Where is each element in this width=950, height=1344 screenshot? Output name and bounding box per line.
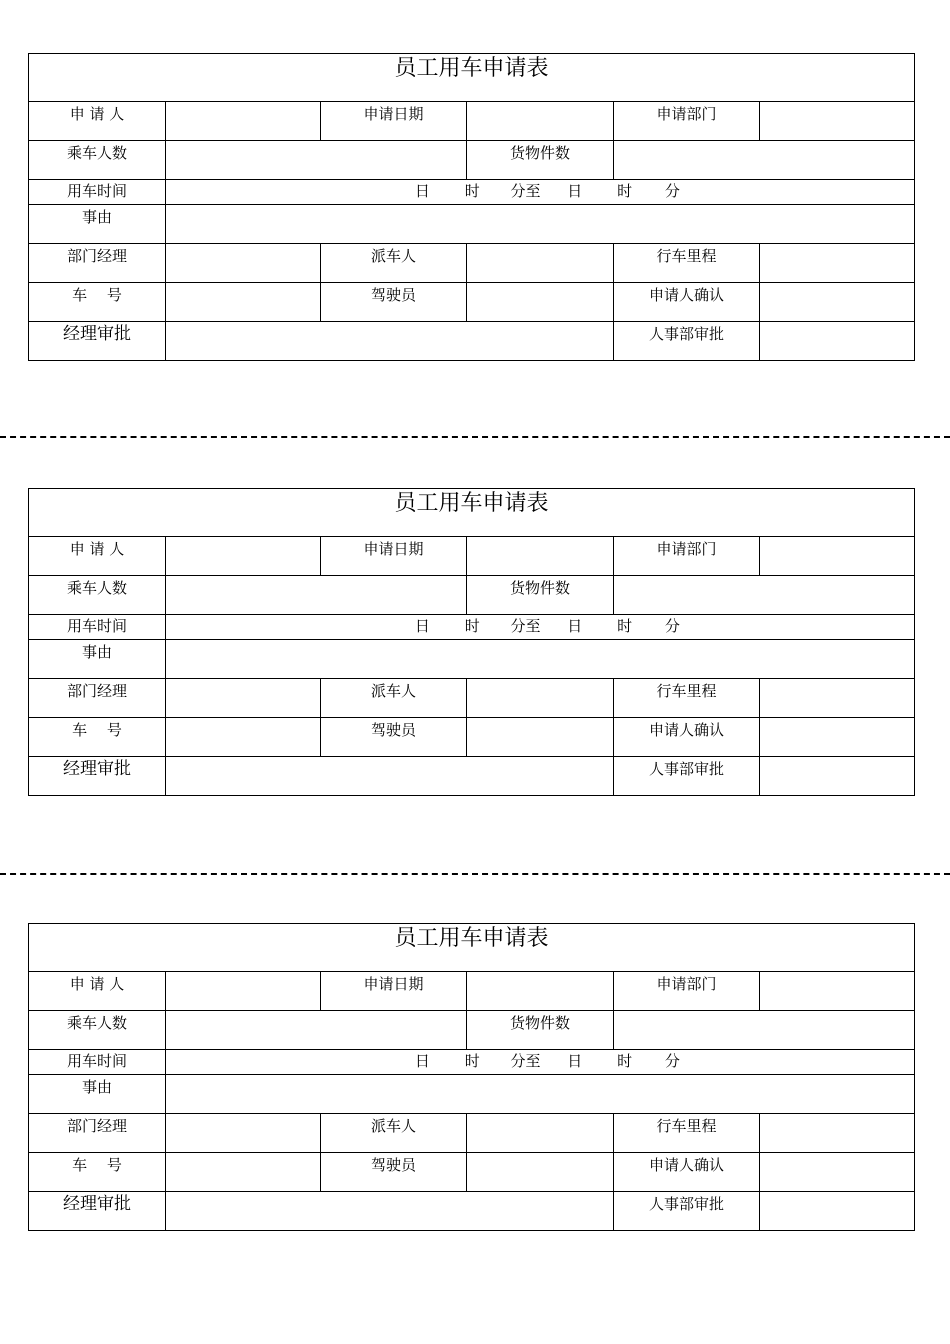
time-hour-end: 时 xyxy=(617,617,633,635)
reason-field[interactable] xyxy=(166,205,915,244)
applicant-field[interactable] xyxy=(166,537,321,576)
dept-manager-label: 部门经理 xyxy=(29,1114,166,1153)
time-day-end: 日 xyxy=(567,1052,583,1070)
passengers-label: 乘车人数 xyxy=(29,576,166,615)
hr-approval-label: 人事部审批 xyxy=(614,757,760,796)
applicant-label: 申 请 人 xyxy=(29,972,166,1011)
applicant-label: 申 请 人 xyxy=(29,102,166,141)
passengers-field[interactable] xyxy=(166,576,467,615)
time-minute-to: 分至 xyxy=(510,182,541,200)
time-hour: 时 xyxy=(464,1052,480,1070)
dept-manager-field[interactable] xyxy=(166,679,321,718)
dispatcher-field[interactable] xyxy=(467,1114,614,1153)
mileage-label: 行车里程 xyxy=(614,679,760,718)
time-minute-to: 分至 xyxy=(510,617,541,635)
dept-manager-field[interactable] xyxy=(166,244,321,283)
mileage-field[interactable] xyxy=(760,679,915,718)
applicant-field[interactable] xyxy=(166,102,321,141)
time-day: 日 xyxy=(414,182,430,200)
time-day-end: 日 xyxy=(567,617,583,635)
car-number-label: 车 号 xyxy=(29,1153,166,1192)
hr-approval-label: 人事部审批 xyxy=(614,1192,760,1231)
mileage-label: 行车里程 xyxy=(614,1114,760,1153)
time-day: 日 xyxy=(414,1052,430,1070)
vehicle-request-form-1 xyxy=(28,53,915,361)
applicant-label: 申 请 人 xyxy=(29,537,166,576)
cargo-count-label: 货物件数 xyxy=(467,1011,614,1050)
manager-approval-label: 经理审批 xyxy=(29,1192,166,1231)
hr-approval-field[interactable] xyxy=(760,757,915,796)
manager-approval-label: 经理审批 xyxy=(29,322,166,361)
time-minute-end: 分 xyxy=(664,1052,680,1070)
use-time-label: 用车时间 xyxy=(29,180,166,205)
dept-manager-label: 部门经理 xyxy=(29,679,166,718)
car-number-field[interactable] xyxy=(166,718,321,757)
time-hour: 时 xyxy=(464,182,480,200)
cut-line-2 xyxy=(0,873,950,875)
driver-label: 驾驶员 xyxy=(321,1153,467,1192)
time-hour-end: 时 xyxy=(617,182,633,200)
passengers-label: 乘车人数 xyxy=(29,141,166,180)
mileage-field[interactable] xyxy=(760,1114,915,1153)
apply-date-label: 申请日期 xyxy=(321,537,467,576)
applicant-field[interactable] xyxy=(166,972,321,1011)
dispatcher-label: 派车人 xyxy=(321,244,467,283)
applicant-confirm-field[interactable] xyxy=(760,718,915,757)
apply-date-field[interactable] xyxy=(467,102,614,141)
mileage-field[interactable] xyxy=(760,244,915,283)
passengers-field[interactable] xyxy=(166,1011,467,1050)
applicant-confirm-label: 申请人确认 xyxy=(614,283,760,322)
reason-label: 事由 xyxy=(29,640,166,679)
time-hour: 时 xyxy=(464,617,480,635)
dispatcher-label: 派车人 xyxy=(321,679,467,718)
use-time-label: 用车时间 xyxy=(29,1050,166,1075)
mileage-label: 行车里程 xyxy=(614,244,760,283)
time-minute-to: 分至 xyxy=(510,1052,541,1070)
car-number-field[interactable] xyxy=(166,1153,321,1192)
dispatcher-label: 派车人 xyxy=(321,1114,467,1153)
manager-approval-label: 经理审批 xyxy=(29,757,166,796)
driver-label: 驾驶员 xyxy=(321,283,467,322)
cargo-count-field[interactable] xyxy=(614,576,915,615)
reason-field[interactable] xyxy=(166,640,915,679)
driver-field[interactable] xyxy=(467,283,614,322)
use-time-field[interactable] xyxy=(166,1050,915,1075)
apply-dept-label: 申请部门 xyxy=(614,102,760,141)
apply-dept-label: 申请部门 xyxy=(614,972,760,1011)
form-title: 员工用车申请表 xyxy=(29,489,915,537)
applicant-confirm-field[interactable] xyxy=(760,1153,915,1192)
apply-dept-field[interactable] xyxy=(760,102,915,141)
apply-dept-field[interactable] xyxy=(760,972,915,1011)
use-time-field[interactable] xyxy=(166,180,915,205)
apply-dept-field[interactable] xyxy=(760,537,915,576)
time-hour-end: 时 xyxy=(617,1052,633,1070)
applicant-confirm-field[interactable] xyxy=(760,283,915,322)
dept-manager-label: 部门经理 xyxy=(29,244,166,283)
applicant-confirm-label: 申请人确认 xyxy=(614,718,760,757)
car-number-label: 车 号 xyxy=(29,718,166,757)
use-time-field[interactable] xyxy=(166,615,915,640)
apply-date-label: 申请日期 xyxy=(321,972,467,1011)
apply-date-label: 申请日期 xyxy=(321,102,467,141)
cargo-count-label: 货物件数 xyxy=(467,576,614,615)
reason-label: 事由 xyxy=(29,1075,166,1114)
manager-approval-field[interactable] xyxy=(166,1192,614,1231)
time-day: 日 xyxy=(414,617,430,635)
cargo-count-field[interactable] xyxy=(614,141,915,180)
time-minute-end: 分 xyxy=(664,617,680,635)
driver-field[interactable] xyxy=(467,1153,614,1192)
apply-dept-label: 申请部门 xyxy=(614,537,760,576)
hr-approval-label: 人事部审批 xyxy=(614,322,760,361)
passengers-field[interactable] xyxy=(166,141,467,180)
time-minute-end: 分 xyxy=(664,182,680,200)
dispatcher-field[interactable] xyxy=(467,244,614,283)
form-title: 员工用车申请表 xyxy=(29,54,915,102)
car-number-field[interactable] xyxy=(166,283,321,322)
applicant-confirm-label: 申请人确认 xyxy=(614,1153,760,1192)
hr-approval-field[interactable] xyxy=(760,322,915,361)
apply-date-field[interactable] xyxy=(467,537,614,576)
use-time-label: 用车时间 xyxy=(29,615,166,640)
cargo-count-field[interactable] xyxy=(614,1011,915,1050)
hr-approval-field[interactable] xyxy=(760,1192,915,1231)
time-day-end: 日 xyxy=(567,182,583,200)
reason-field[interactable] xyxy=(166,1075,915,1114)
apply-date-field[interactable] xyxy=(467,972,614,1011)
dispatcher-field[interactable] xyxy=(467,679,614,718)
manager-approval-field[interactable] xyxy=(166,322,614,361)
manager-approval-field[interactable] xyxy=(166,757,614,796)
driver-label: 驾驶员 xyxy=(321,718,467,757)
car-number-label: 车 号 xyxy=(29,283,166,322)
cut-line-1 xyxy=(0,436,950,438)
form-title: 员工用车申请表 xyxy=(29,924,915,972)
reason-label: 事由 xyxy=(29,205,166,244)
vehicle-request-form-3 xyxy=(28,923,915,1231)
dept-manager-field[interactable] xyxy=(166,1114,321,1153)
passengers-label: 乘车人数 xyxy=(29,1011,166,1050)
cargo-count-label: 货物件数 xyxy=(467,141,614,180)
driver-field[interactable] xyxy=(467,718,614,757)
vehicle-request-form-2 xyxy=(28,488,915,796)
